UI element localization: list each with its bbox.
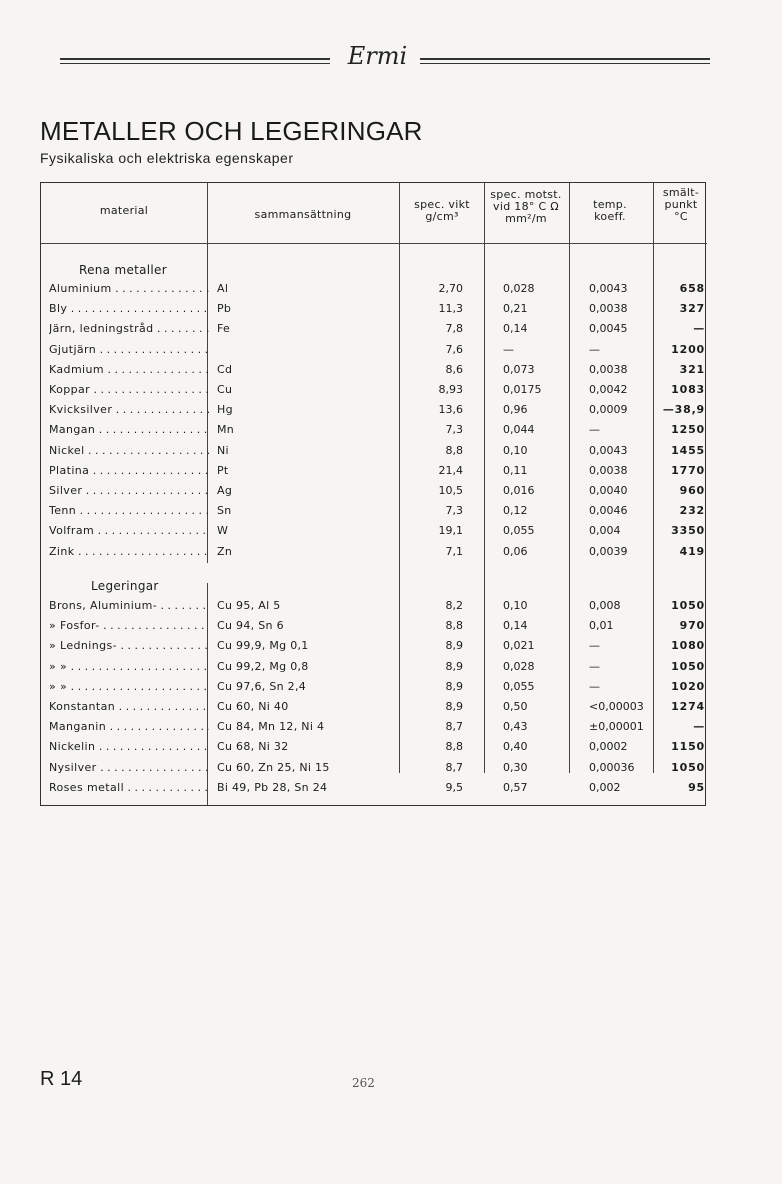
resistivity-cell: 0,028 (503, 659, 535, 673)
density-cell: 8,8 (445, 619, 463, 633)
material-cell: Järn, ledningstråd . . . (49, 322, 209, 335)
melting-point-cell: 1050 (671, 659, 705, 673)
material-cell: Manganin . . . (49, 720, 209, 733)
resistivity-cell: 0,40 (503, 740, 528, 754)
density-cell: 7,8 (445, 322, 463, 336)
material-cell: Roses metall . . . (49, 781, 209, 794)
resistivity-cell: 0,10 (503, 599, 528, 612)
temp-coeff-cell: 0,00036 (589, 760, 635, 774)
composition-cell: Fe (217, 322, 231, 336)
material-cell: Platina . . . (49, 464, 209, 477)
melting-point-cell: 1274 (671, 700, 705, 713)
table-row (41, 420, 707, 440)
density-cell: 8,9 (445, 700, 463, 713)
resistivity-cell: 0,21 (503, 302, 528, 316)
page-title: METALLER OCH LEGERINGAR (40, 116, 423, 146)
temp-coeff-cell: 0,0042 (589, 383, 628, 396)
resistivity-cell: 0,06 (503, 544, 528, 558)
resistivity-cell: — (503, 342, 514, 356)
temp-coeff-cell: 0,01 (589, 619, 614, 633)
table-row (41, 657, 707, 677)
temp-coeff-cell: 0,0038 (589, 302, 628, 316)
material-cell: Gjutjärn . . . (49, 343, 209, 356)
composition-cell: Bi 49, Pb 28, Sn 24 (217, 780, 328, 794)
material-cell: Brons, Aluminium- . . . (49, 599, 209, 612)
melting-point-cell: — (693, 322, 705, 336)
table-row (41, 380, 707, 400)
temp-coeff-cell: 0,0002 (589, 740, 628, 754)
density-cell: 8,9 (445, 659, 463, 673)
material-cell: Zink . . . (49, 545, 209, 558)
melting-point-cell: 1050 (671, 760, 705, 774)
density-cell: 21,4 (438, 463, 463, 477)
density-cell: 7,3 (445, 423, 463, 437)
page-subtitle: Fysikaliska och elektriska egenskaper (40, 150, 294, 166)
table-row (41, 697, 707, 717)
table-row (41, 521, 707, 541)
density-cell: 9,5 (445, 780, 463, 794)
composition-cell: Cd (217, 362, 233, 376)
table-row (41, 279, 707, 299)
temp-coeff-cell: 0,0039 (589, 544, 628, 558)
section-alloys: Legeringar (91, 579, 159, 593)
resistivity-cell: 0,055 (503, 679, 535, 693)
header-melting-point: smält- punkt °C (662, 186, 700, 223)
table-row (41, 758, 707, 778)
resistivity-cell: 0,021 (503, 639, 535, 653)
header-composition: sammansättning (254, 208, 352, 221)
table-row (41, 360, 707, 380)
table-row (41, 542, 707, 562)
melting-point-cell: 419 (679, 544, 705, 558)
material-cell: Nysilver . . . (49, 761, 209, 774)
material-cell: » Lednings- . . . (49, 639, 209, 652)
resistivity-cell: 0,073 (503, 362, 535, 376)
temp-coeff-cell: — (589, 639, 600, 653)
temp-coeff-cell: ±0,00001 (589, 720, 644, 734)
table-row (41, 636, 707, 656)
page-number: 262 (352, 1076, 375, 1090)
composition-cell: Mn (217, 423, 235, 437)
melting-point-cell: 1150 (671, 740, 705, 754)
material-cell: Mangan . . . (49, 423, 209, 436)
temp-coeff-cell: — (589, 679, 600, 693)
melting-point-cell: 1050 (671, 599, 705, 612)
temp-coeff-cell: 0,0046 (589, 504, 628, 518)
temp-coeff-cell: — (589, 342, 600, 356)
resistivity-cell: 0,96 (503, 403, 528, 417)
material-cell: » » . . . (49, 660, 209, 673)
density-cell: 7,6 (445, 342, 463, 356)
logo: Ermi (347, 42, 408, 70)
temp-coeff-cell: 0,0040 (589, 484, 628, 497)
resistivity-cell: 0,12 (503, 504, 528, 518)
header-temp-coeff: temp. koeff. (593, 198, 627, 223)
material-cell: Kadmium . . . (49, 363, 209, 376)
logo-area (60, 40, 710, 90)
density-cell: 8,6 (445, 362, 463, 376)
resistivity-cell: 0,50 (503, 700, 528, 713)
resistivity-cell: 0,0175 (503, 383, 542, 396)
temp-coeff-cell: 0,008 (589, 599, 621, 612)
material-cell: Tenn . . . (49, 504, 209, 517)
composition-cell: Cu 84, Mn 12, Ni 4 (217, 720, 325, 734)
header-divider (207, 243, 707, 244)
melting-point-cell: 970 (679, 619, 705, 633)
table-row (41, 319, 707, 339)
rule-line (420, 58, 710, 60)
density-cell: 8,9 (445, 639, 463, 653)
material-cell: Konstantan . . . (49, 700, 209, 713)
melting-point-cell: 1770 (671, 463, 705, 477)
melting-point-cell: 1455 (671, 443, 705, 457)
composition-cell: Cu 97,6, Sn 2,4 (217, 679, 307, 693)
density-cell: 8,8 (445, 740, 463, 754)
melting-point-cell: 232 (679, 504, 705, 518)
material-cell: Nickelin . . . (49, 740, 209, 753)
density-cell: 7,1 (445, 544, 463, 558)
table-row (41, 616, 707, 636)
rule-line (60, 58, 330, 60)
material-cell: » » . . . (49, 680, 209, 693)
temp-coeff-cell: 0,0043 (589, 282, 628, 295)
composition-cell: Cu 95, Al 5 (217, 599, 281, 612)
header-resistivity: spec. motst. vid 18° C Ω mm²/m (490, 188, 562, 225)
composition-cell: Pt (217, 463, 229, 477)
table-row (41, 717, 707, 737)
material-cell: Kvicksilver . . . (49, 403, 209, 416)
table-row (41, 400, 707, 420)
melting-point-cell: 3350 (671, 524, 705, 538)
melting-point-cell: 327 (679, 302, 705, 316)
material-cell: Aluminium . . . (49, 282, 209, 295)
composition-cell: Cu 94, Sn 6 (217, 619, 284, 633)
rule-line (60, 63, 330, 64)
density-cell: 13,6 (438, 403, 463, 417)
resistivity-cell: 0,055 (503, 524, 535, 538)
density-cell: 8,7 (445, 760, 463, 774)
melting-point-cell: 321 (679, 362, 705, 376)
composition-cell: Cu (217, 383, 233, 396)
density-cell: 8,93 (438, 383, 463, 396)
temp-coeff-cell: 0,0038 (589, 463, 628, 477)
footer-code: R 14 (40, 1068, 83, 1090)
density-cell: 11,3 (438, 302, 463, 316)
composition-cell: Sn (217, 504, 232, 518)
melting-point-cell: 1083 (671, 383, 705, 396)
temp-coeff-cell: 0,002 (589, 780, 621, 794)
composition-cell: Cu 99,9, Mg 0,1 (217, 639, 309, 653)
table-row (41, 778, 707, 798)
table-row (41, 299, 707, 319)
composition-cell: Ag (217, 484, 233, 497)
composition-cell: Cu 60, Ni 40 (217, 700, 289, 713)
resistivity-cell: 0,028 (503, 282, 535, 295)
melting-point-cell: 1200 (671, 342, 705, 356)
density-cell: 8,8 (445, 443, 463, 457)
composition-cell: Cu 99,2, Mg 0,8 (217, 659, 309, 673)
melting-point-cell: — (693, 720, 705, 734)
rule-line (420, 63, 710, 64)
temp-coeff-cell: <0,00003 (589, 700, 644, 713)
table-row (41, 737, 707, 757)
table-row (41, 501, 707, 521)
table-row (41, 461, 707, 481)
melting-point-cell: 95 (688, 780, 705, 794)
melting-point-cell: 960 (679, 484, 705, 497)
properties-table (40, 182, 706, 806)
header-material: material (99, 204, 149, 217)
temp-coeff-cell: — (589, 423, 600, 437)
density-cell: 7,3 (445, 504, 463, 518)
table-row (41, 441, 707, 461)
composition-cell: Zn (217, 544, 233, 558)
resistivity-cell: 0,10 (503, 443, 528, 457)
resistivity-cell: 0,57 (503, 780, 528, 794)
table-row (41, 481, 707, 501)
resistivity-cell: 0,11 (503, 463, 528, 477)
header-divider (41, 243, 207, 244)
resistivity-cell: 0,43 (503, 720, 528, 734)
composition-cell: Al (217, 282, 229, 295)
resistivity-cell: 0,14 (503, 322, 528, 336)
temp-coeff-cell: — (589, 659, 600, 673)
material-cell: Nickel . . . (49, 444, 209, 457)
material-cell: » Fosfor- . . . (49, 619, 209, 632)
density-cell: 8,9 (445, 679, 463, 693)
temp-coeff-cell: 0,0045 (589, 322, 628, 336)
melting-point-cell: —38,9 (662, 403, 705, 417)
temp-coeff-cell: 0,0043 (589, 443, 628, 457)
table-row (41, 677, 707, 697)
resistivity-cell: 0,044 (503, 423, 535, 437)
resistivity-cell: 0,14 (503, 619, 528, 633)
density-cell: 2,70 (438, 282, 463, 295)
composition-cell: Pb (217, 302, 232, 316)
material-cell: Bly . . . (49, 302, 209, 315)
table-row (41, 596, 707, 616)
section-pure-metals: Rena metaller (79, 263, 167, 277)
temp-coeff-cell: 0,004 (589, 524, 621, 538)
density-cell: 8,2 (445, 599, 463, 612)
resistivity-cell: 0,016 (503, 484, 535, 497)
material-cell: Koppar . . . (49, 383, 209, 396)
composition-cell: W (217, 524, 229, 538)
material-cell: Volfram . . . (49, 524, 209, 537)
density-cell: 19,1 (438, 524, 463, 538)
composition-cell: Hg (217, 403, 233, 417)
material-cell: Silver . . . (49, 484, 209, 497)
melting-point-cell: 1080 (671, 639, 705, 653)
composition-cell: Ni (217, 443, 229, 457)
table-row (41, 340, 707, 360)
resistivity-cell: 0,30 (503, 760, 528, 774)
melting-point-cell: 658 (679, 282, 705, 295)
temp-coeff-cell: 0,0038 (589, 362, 628, 376)
melting-point-cell: 1020 (671, 679, 705, 693)
density-cell: 8,7 (445, 720, 463, 734)
composition-cell: Cu 68, Ni 32 (217, 740, 289, 754)
density-cell: 10,5 (438, 484, 463, 497)
composition-cell: Cu 60, Zn 25, Ni 15 (217, 760, 330, 774)
melting-point-cell: 1250 (671, 423, 705, 437)
header-density: spec. vikt g/cm³ (414, 198, 470, 223)
temp-coeff-cell: 0,0009 (589, 403, 628, 417)
